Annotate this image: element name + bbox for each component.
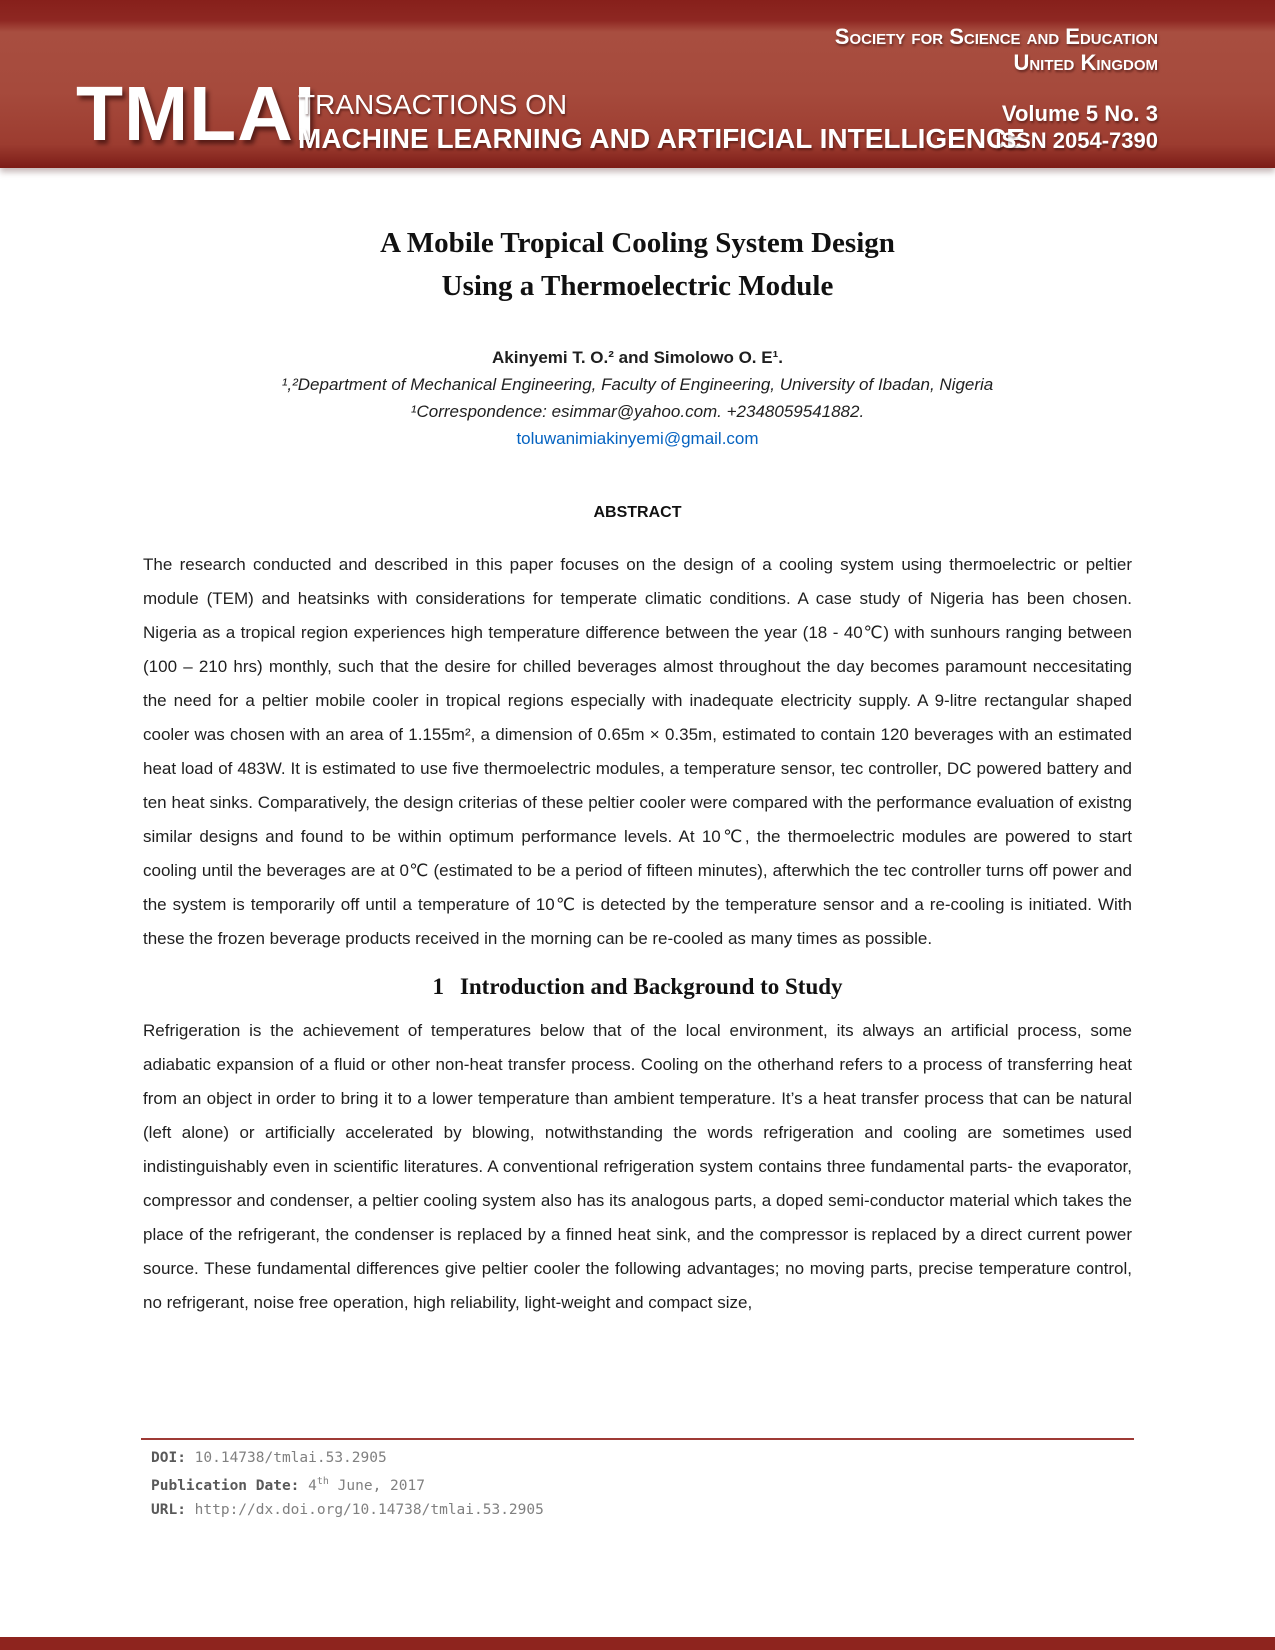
section-1-number: 1 <box>432 974 444 999</box>
bottom-page-bar <box>0 1637 1275 1650</box>
publication-date-line <box>141 1470 1134 1498</box>
article-title-line1: A Mobile Tropical Cooling System Design <box>380 227 895 259</box>
section-1-text: Refrigeration is the achievement of temperatures below that of the local environment, its always an artificial process, some adiabatic expansion of a fluid or other non-heat transfer process. Cooling on the otherhand refers to a process of transferring heat from an object in order to bring it to a lower temperature than ambient temperature. It’s a heat transfer process that can be natural (left alone) or artificially accelerated by blowing, notwithstanding the words refrigeration and cooling are sometimes used indistinguishably even in scientific literatures. A conventional refrigeration system contains three fundamental parts- the evaporator, compressor and condenser, a peltier cooling system also has its analogous parts, a doped semi-conductor material which takes the place of the refrigerant, the condenser is replaced by a finned heat sink, and the compressor is replaced by a direct current power source. These fundamental differences give peltier cooler the following advantages; no moving parts, precise temperature control, no refrigerant, noise free operation, high reliability, light-weight and compact size, <box>143 1021 1132 1312</box>
issn-number: ISSN 2054-7390 <box>995 128 1158 153</box>
url-value: http://dx.doi.org/10.14738/tmlai.53.2905 <box>194 1501 544 1518</box>
journal-logo: TMLAI <box>76 71 317 157</box>
email-link[interactable]: toluwanimiakinyemi@gmail.com <box>516 429 759 448</box>
article-title-line2: Using a Thermoelectric Module <box>441 270 834 302</box>
article-title <box>143 222 1132 308</box>
doi-line <box>141 1446 1134 1470</box>
footer-metadata <box>141 1438 1134 1522</box>
journal-name <box>298 88 1025 156</box>
doi-label: DOI: <box>151 1450 186 1466</box>
journal-name-line1: TRANSACTIONS ON <box>298 89 568 120</box>
affiliation-line: ¹,²Department of Mechanical Engineering, Faculty of Engineering, University of Ibadan, Nigeria <box>281 375 994 394</box>
publication-month-year: June, 2017 <box>328 1477 425 1494</box>
section-1-heading <box>143 974 1132 1000</box>
footer-divider <box>141 1438 1134 1440</box>
url-line <box>141 1498 1134 1522</box>
publication-day-suffix: th <box>316 1476 329 1487</box>
volume-block <box>995 100 1158 154</box>
publication-day: 4 <box>308 1477 317 1494</box>
authors-line: Akinyemi T. O.² and Simolowo O. E¹. <box>492 348 783 367</box>
society-block <box>835 24 1158 76</box>
volume-number: Volume 5 No. 3 <box>1001 101 1158 126</box>
journal-banner <box>0 0 1275 168</box>
abstract-text: The research conducted and described in this paper focuses on the design of a cooling system using thermoelectric or peltier module (TEM) and heatsinks with considerations for temperate climatic conditions. A case study of Nigeria has been chosen. Nigeria as a tropical region experiences high temperature difference between the year (18 - 40℃) with sunhours ranging between (100 – 210 hrs) monthly, such that the desire for chilled beverages almost throughout the day becomes paramount neccesitating the need for a peltier mobile cooler in tropical regions especially with inadequate electricity supply. A 9-litre rectangular shaped cooler was chosen with an area of 1.155m², a dimension of 0.65m × 0.35m, estimated to contain 120 beverages with an estimated heat load of 483W. It is estimated to use five thermoelectric modules, a temperature sensor, tec controller, DC powered battery and ten heat sinks. Comparatively, the design criterias of these peltier cooler were compared with the performance evaluation of existng similar designs and found to be within optimum performance levels. At 10℃, the thermoelectric modules are powered to start cooling until the beverages are at 0℃ (estimated to be a period of fifteen minutes), afterwhich the tec controller turns off power and the system is temporarily off until a temperature of 10℃ is detected by the temperature sensor and a re-cooling is initiated. With these the frozen beverage products received in the morning can be re-cooled as many times as possible. <box>143 555 1132 948</box>
article-content <box>0 168 1275 1320</box>
section-1-title: Introduction and Background to Study <box>459 974 843 999</box>
society-name: Society for Science and Education <box>834 24 1158 49</box>
doi-value: 10.14738/tmlai.53.2905 <box>194 1450 387 1466</box>
publication-date-value <box>308 1478 425 1494</box>
email-row <box>143 425 1132 452</box>
correspondence-line: ¹Correspondence: esimmar@yahoo.com. +2348059541882. <box>410 402 865 421</box>
society-country: United Kingdom <box>1013 50 1158 75</box>
publication-date-label: Publication Date: <box>151 1477 300 1494</box>
url-label: URL: <box>151 1501 186 1518</box>
journal-name-line2: MACHINE LEARNING AND ARTIFICIAL INTELLIGENCE <box>298 123 1025 154</box>
abstract-heading: ABSTRACT <box>593 504 682 521</box>
